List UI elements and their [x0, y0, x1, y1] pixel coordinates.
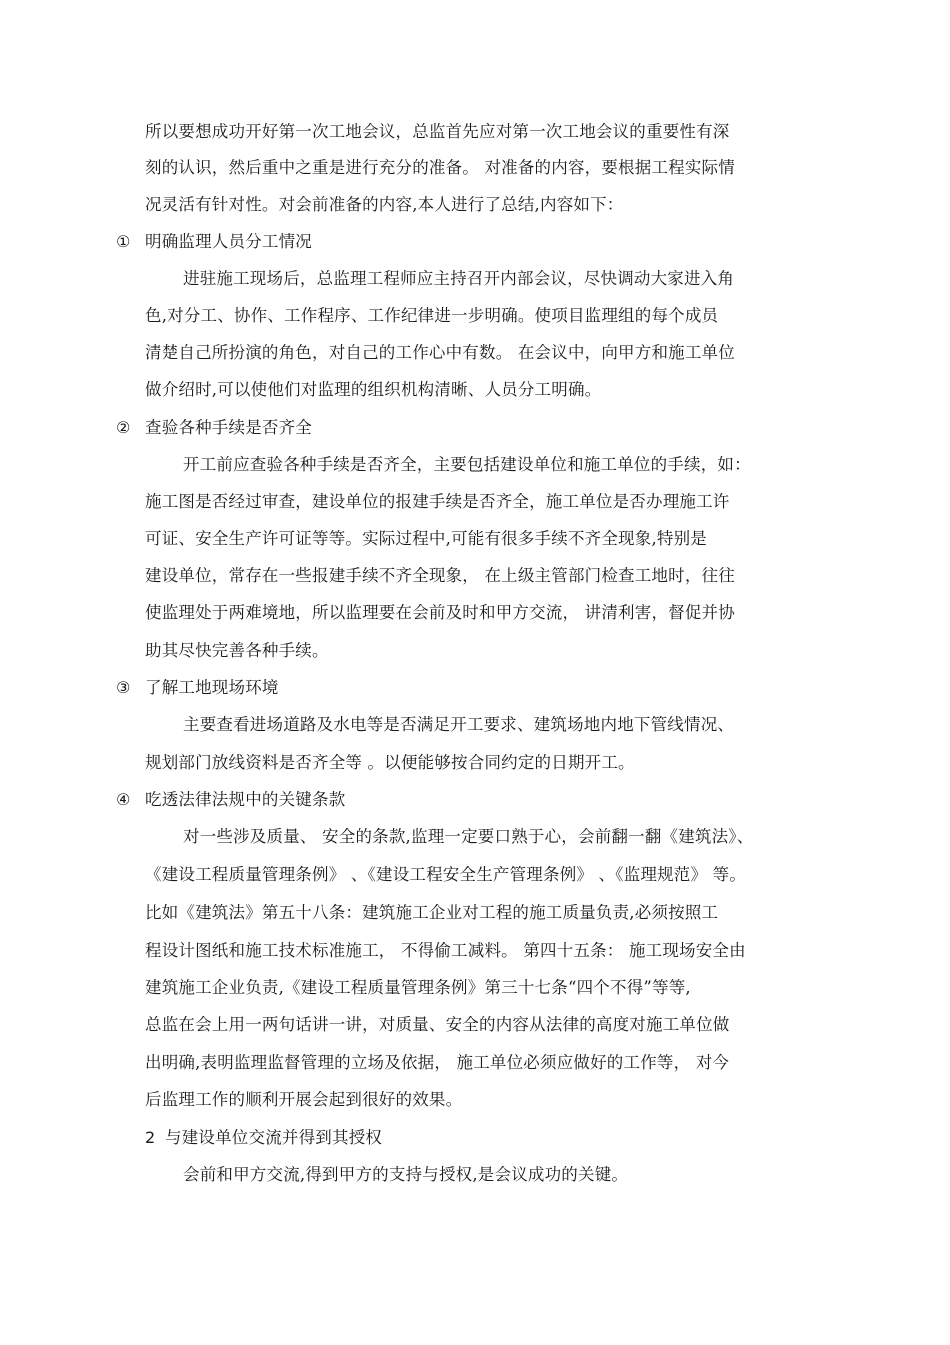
section-4-line-4: 程设计图纸和施工技术标准施工， 不得偷工减料。 第四十五条： 施工现场安全由	[145, 941, 746, 960]
section-1-line-4: 做介绍时,可以使他们对监理的组织机构清晰、人员分工明确。	[145, 380, 602, 399]
section-1-line-2: 色,对分工、协作、工作程序、工作纪律进一步明确。使项目监理组的每个成员	[145, 306, 719, 325]
section-1-marker: ①	[116, 232, 131, 251]
section-2-line-1: 开工前应查验各种手续是否齐全，主要包括建设单位和施工单位的手续，如：	[183, 455, 751, 474]
section-4-line-7: 出明确,表明监理监督管理的立场及依据， 施工单位必须应做好的工作等， 对今	[145, 1053, 730, 1072]
section-4-line-6: 总监在会上用一两句话讲一讲，对质量、安全的内容从法律的高度对施工单位做	[145, 1015, 730, 1034]
section-4-line-2: 《建设工程质量管理条例》 、《建设工程安全生产管理条例》 、《监理规范》 等。	[145, 865, 747, 884]
section-2-line-5: 使监理处于两难境地，所以监理要在会前及时和甲方交流， 讲清利害，督促并协	[145, 603, 735, 622]
section-4-line-8: 后监理工作的顺利开展会起到很好的效果。	[145, 1090, 463, 1109]
section-1-line-3: 清楚自己所扮演的角色，对自己的工作心中有数。 在会议中，向甲方和施工单位	[145, 343, 735, 362]
section-3-line-2: 规划部门放线资料是否齐全等 。以便能够按合同约定的日期开工。	[145, 753, 635, 772]
intro-line-2: 刻的认识，然后重中之重是进行充分的准备。 对准备的内容，要根据工程实际情	[145, 158, 735, 177]
section-2-heading: 查验各种手续是否齐全	[145, 418, 312, 437]
section-4-marker: ④	[116, 790, 131, 809]
section-4-line-5: 建筑施工企业负责,《建设工程质量管理条例》第三十七条“四个不得”等等,	[145, 978, 691, 997]
section-2b-marker: 2	[145, 1128, 156, 1147]
section-2-marker: ②	[116, 418, 131, 437]
section-1-heading: 明确监理人员分工情况	[145, 232, 312, 251]
section-1-line-1: 进驻施工现场后，总监理工程师应主持召开内部会议，尽快调动大家进入角	[183, 269, 735, 288]
section-2b-line-1: 会前和甲方交流,得到甲方的支持与授权,是会议成功的关键。	[183, 1165, 629, 1184]
section-3-heading: 了解工地现场环境	[145, 678, 279, 697]
section-4-heading: 吃透法律法规中的关键条款	[145, 790, 346, 809]
section-3-marker: ③	[116, 678, 131, 697]
section-3-line-1: 主要查看进场道路及水电等是否满足开工要求、建筑场地内地下管线情况、	[183, 715, 735, 734]
section-2b-heading: 与建设单位交流并得到其授权	[165, 1128, 383, 1147]
section-4-line-1: 对一些涉及质量、 安全的条款,监理一定要口熟于心，会前翻一翻《建筑法》、	[183, 827, 754, 846]
section-2-line-6: 助其尽快完善各种手续。	[145, 641, 329, 660]
section-2-line-4: 建设单位，常存在一些报建手续不齐全现象， 在上级主管部门检查工地时，往往	[145, 566, 735, 585]
section-4-line-3: 比如《建筑法》第五十八条：建筑施工企业对工程的施工质量负责,必须按照工	[145, 903, 719, 922]
intro-line-1: 所以要想成功开好第一次工地会议，总监首先应对第一次工地会议的重要性有深	[145, 122, 730, 141]
section-2-line-3: 可证、安全生产许可证等等。实际过程中,可能有很多手续不齐全现象,特别是	[145, 529, 707, 548]
section-2-line-2: 施工图是否经过审查，建设单位的报建手续是否齐全，施工单位是否办理施工许	[145, 492, 730, 511]
intro-line-3: 况灵活有针对性。对会前准备的内容,本人进行了总结,内容如下：	[145, 195, 624, 214]
